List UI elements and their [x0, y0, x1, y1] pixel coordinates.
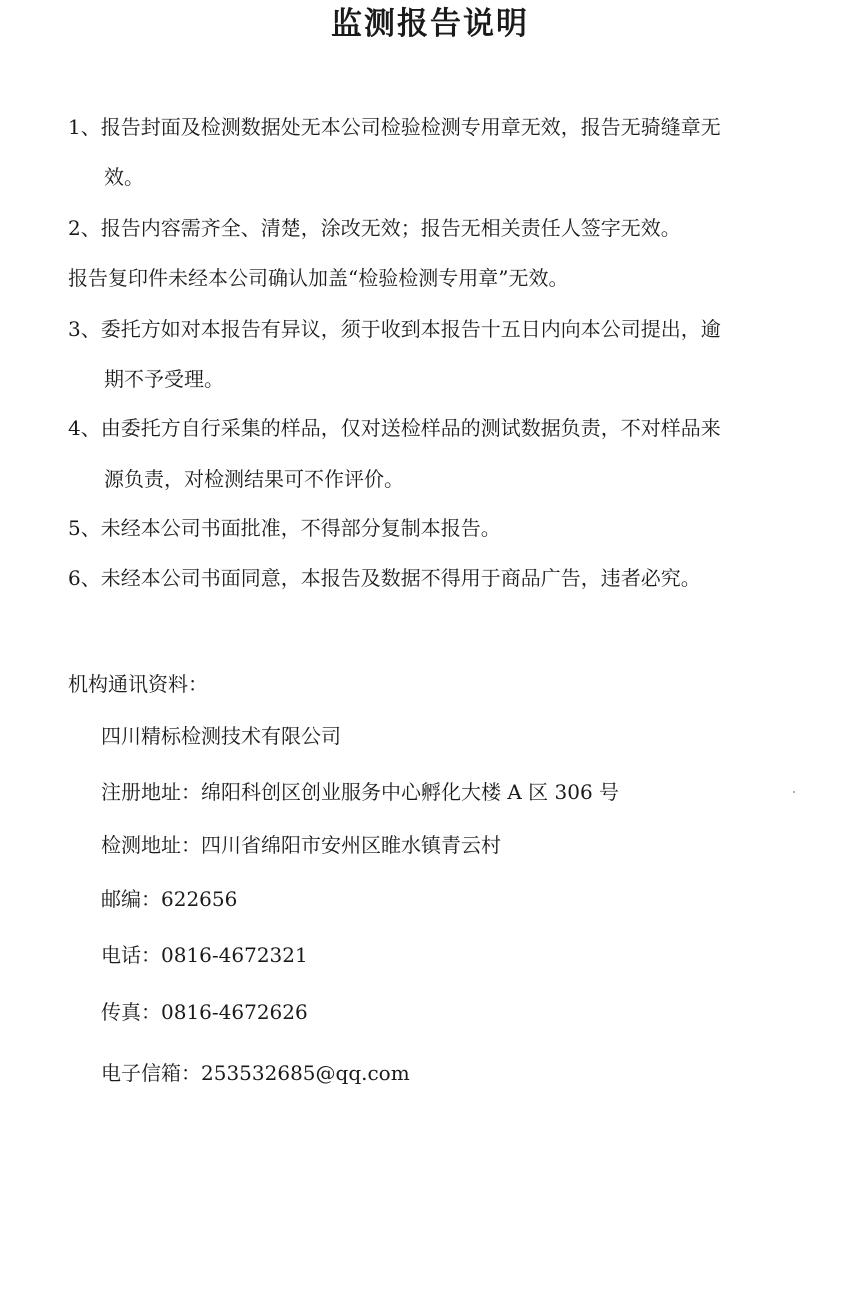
contact-heading: 机构通讯资料：: [68, 672, 208, 696]
note-6-line-1: 6、未经本公司书面同意，本报告及数据不得用于商品广告，违者必究。: [68, 566, 701, 590]
note-3-line-1: 3、委托方如对本报告有异议，须于收到本报告十五日内向本公司提出，逾: [68, 317, 721, 341]
document-title: 监测报告说明: [331, 6, 529, 42]
company-name: 四川精标检测技术有限公司: [101, 724, 341, 748]
scan-speck: [793, 791, 795, 793]
postcode: 邮编：622656: [101, 887, 238, 911]
note-5-line-1: 5、未经本公司书面批准，不得部分复制本报告。: [68, 516, 501, 540]
phone-number: 电话：0816-4672321: [101, 943, 308, 967]
note-2-line-2: 报告复印件未经本公司确认加盖“检验检测专用章”无效。: [68, 266, 569, 290]
fax-number: 传真：0816-4672626: [101, 1000, 308, 1024]
note-2-line-1: 2、报告内容需齐全、清楚，涂改无效；报告无相关责任人签字无效。: [68, 216, 681, 240]
note-1-line-2: 效。: [104, 165, 144, 189]
note-3-line-2: 期不予受理。: [104, 367, 224, 391]
email-address: 电子信箱：253532685@qq.com: [101, 1061, 410, 1085]
testing-address: 检测地址：四川省绵阳市安州区睢水镇青云村: [101, 833, 501, 857]
registered-address: 注册地址：绵阳科创区创业服务中心孵化大楼 A 区 306 号: [101, 780, 620, 804]
note-1-line-1: 1、报告封面及检测数据处无本公司检验检测专用章无效，报告无骑缝章无: [68, 115, 721, 139]
note-4-line-1: 4、由委托方自行采集的样品，仅对送检样品的测试数据负责，不对样品来: [68, 416, 721, 440]
note-4-line-2: 源负责，对检测结果可不作评价。: [104, 467, 404, 491]
